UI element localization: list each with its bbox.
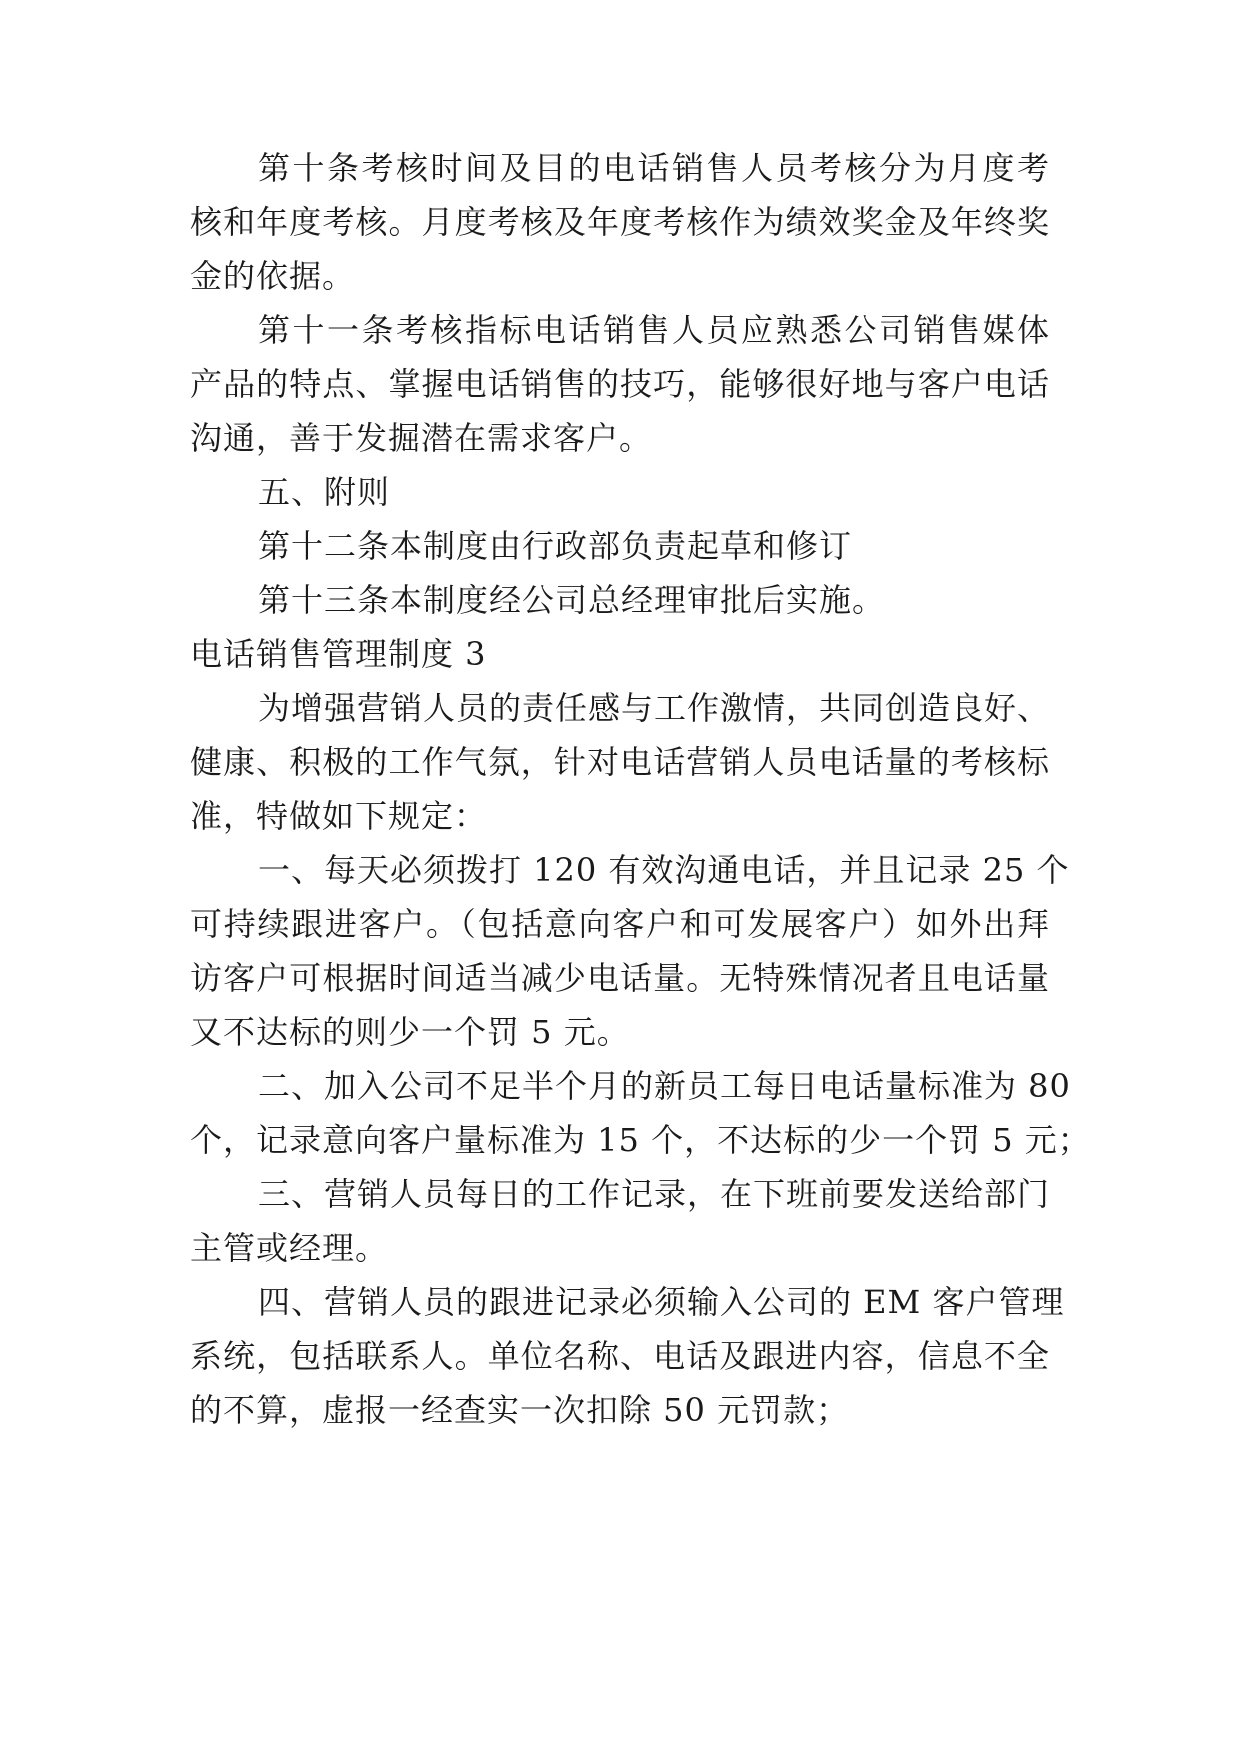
text-line: 三、营销人员每日的工作记录，在下班前要发送给部门 <box>258 1175 1051 1213</box>
text-line: 为增强营销人员的责任感与工作激情，共同创造良好、 <box>258 689 1051 727</box>
text-line: 第十条考核时间及目的电话销售人员考核分为月度考 <box>258 149 1050 187</box>
document-title: 电话销售管理制度 3 <box>190 635 487 673</box>
text-line: 产品的特点、掌握电话销售的技巧，能够很好地与客户电话 <box>190 365 1050 403</box>
text-line: 主管或经理。 <box>190 1229 389 1267</box>
text-line: 核和年度考核。月度考核及年度考核作为绩效奖金及年终奖 <box>190 203 1050 241</box>
text-line: 沟通，善于发掘潜在需求客户。 <box>190 419 653 457</box>
text-line: 第十三条本制度经公司总经理审批后实施。 <box>258 581 886 619</box>
text-line: 个，记录意向客户量标准为 15 个，不达标的少一个罚 5 元； <box>190 1121 1091 1159</box>
text-line: 健康、积极的工作气氛，针对电话营销人员电话量的考核标 <box>190 743 1050 781</box>
text-line: 第十一条考核指标电话销售人员应熟悉公司销售媒体 <box>258 311 1050 349</box>
text-line: 金的依据。 <box>190 257 356 295</box>
text-line: 访客户可根据时间适当减少电话量。无特殊情况者且电话量 <box>190 959 1050 997</box>
text-line: 的不算，虚报一经查实一次扣除 50 元罚款； <box>190 1391 850 1429</box>
text-line: 二、加入公司不足半个月的新员工每日电话量标准为 80 <box>258 1067 1071 1105</box>
text-line: 第十二条本制度由行政部负责起草和修订 <box>258 527 853 565</box>
section-heading: 五、附则 <box>258 473 391 511</box>
text-line: 准，特做如下规定： <box>190 797 488 835</box>
text-line: 可持续跟进客户。（包括意向客户和可发展客户）如外出拜 <box>190 905 1050 943</box>
text-line: 系统，包括联系人。单位名称、电话及跟进内容，信息不全 <box>190 1337 1050 1375</box>
text-line: 一、每天必须拨打 120 有效沟通电话，并且记录 25 个 <box>258 851 1070 889</box>
text-line: 四、营销人员的跟进记录必须输入公司的 EM 客户管理 <box>258 1283 1065 1321</box>
text-line: 又不达标的则少一个罚 5 元。 <box>190 1013 630 1051</box>
